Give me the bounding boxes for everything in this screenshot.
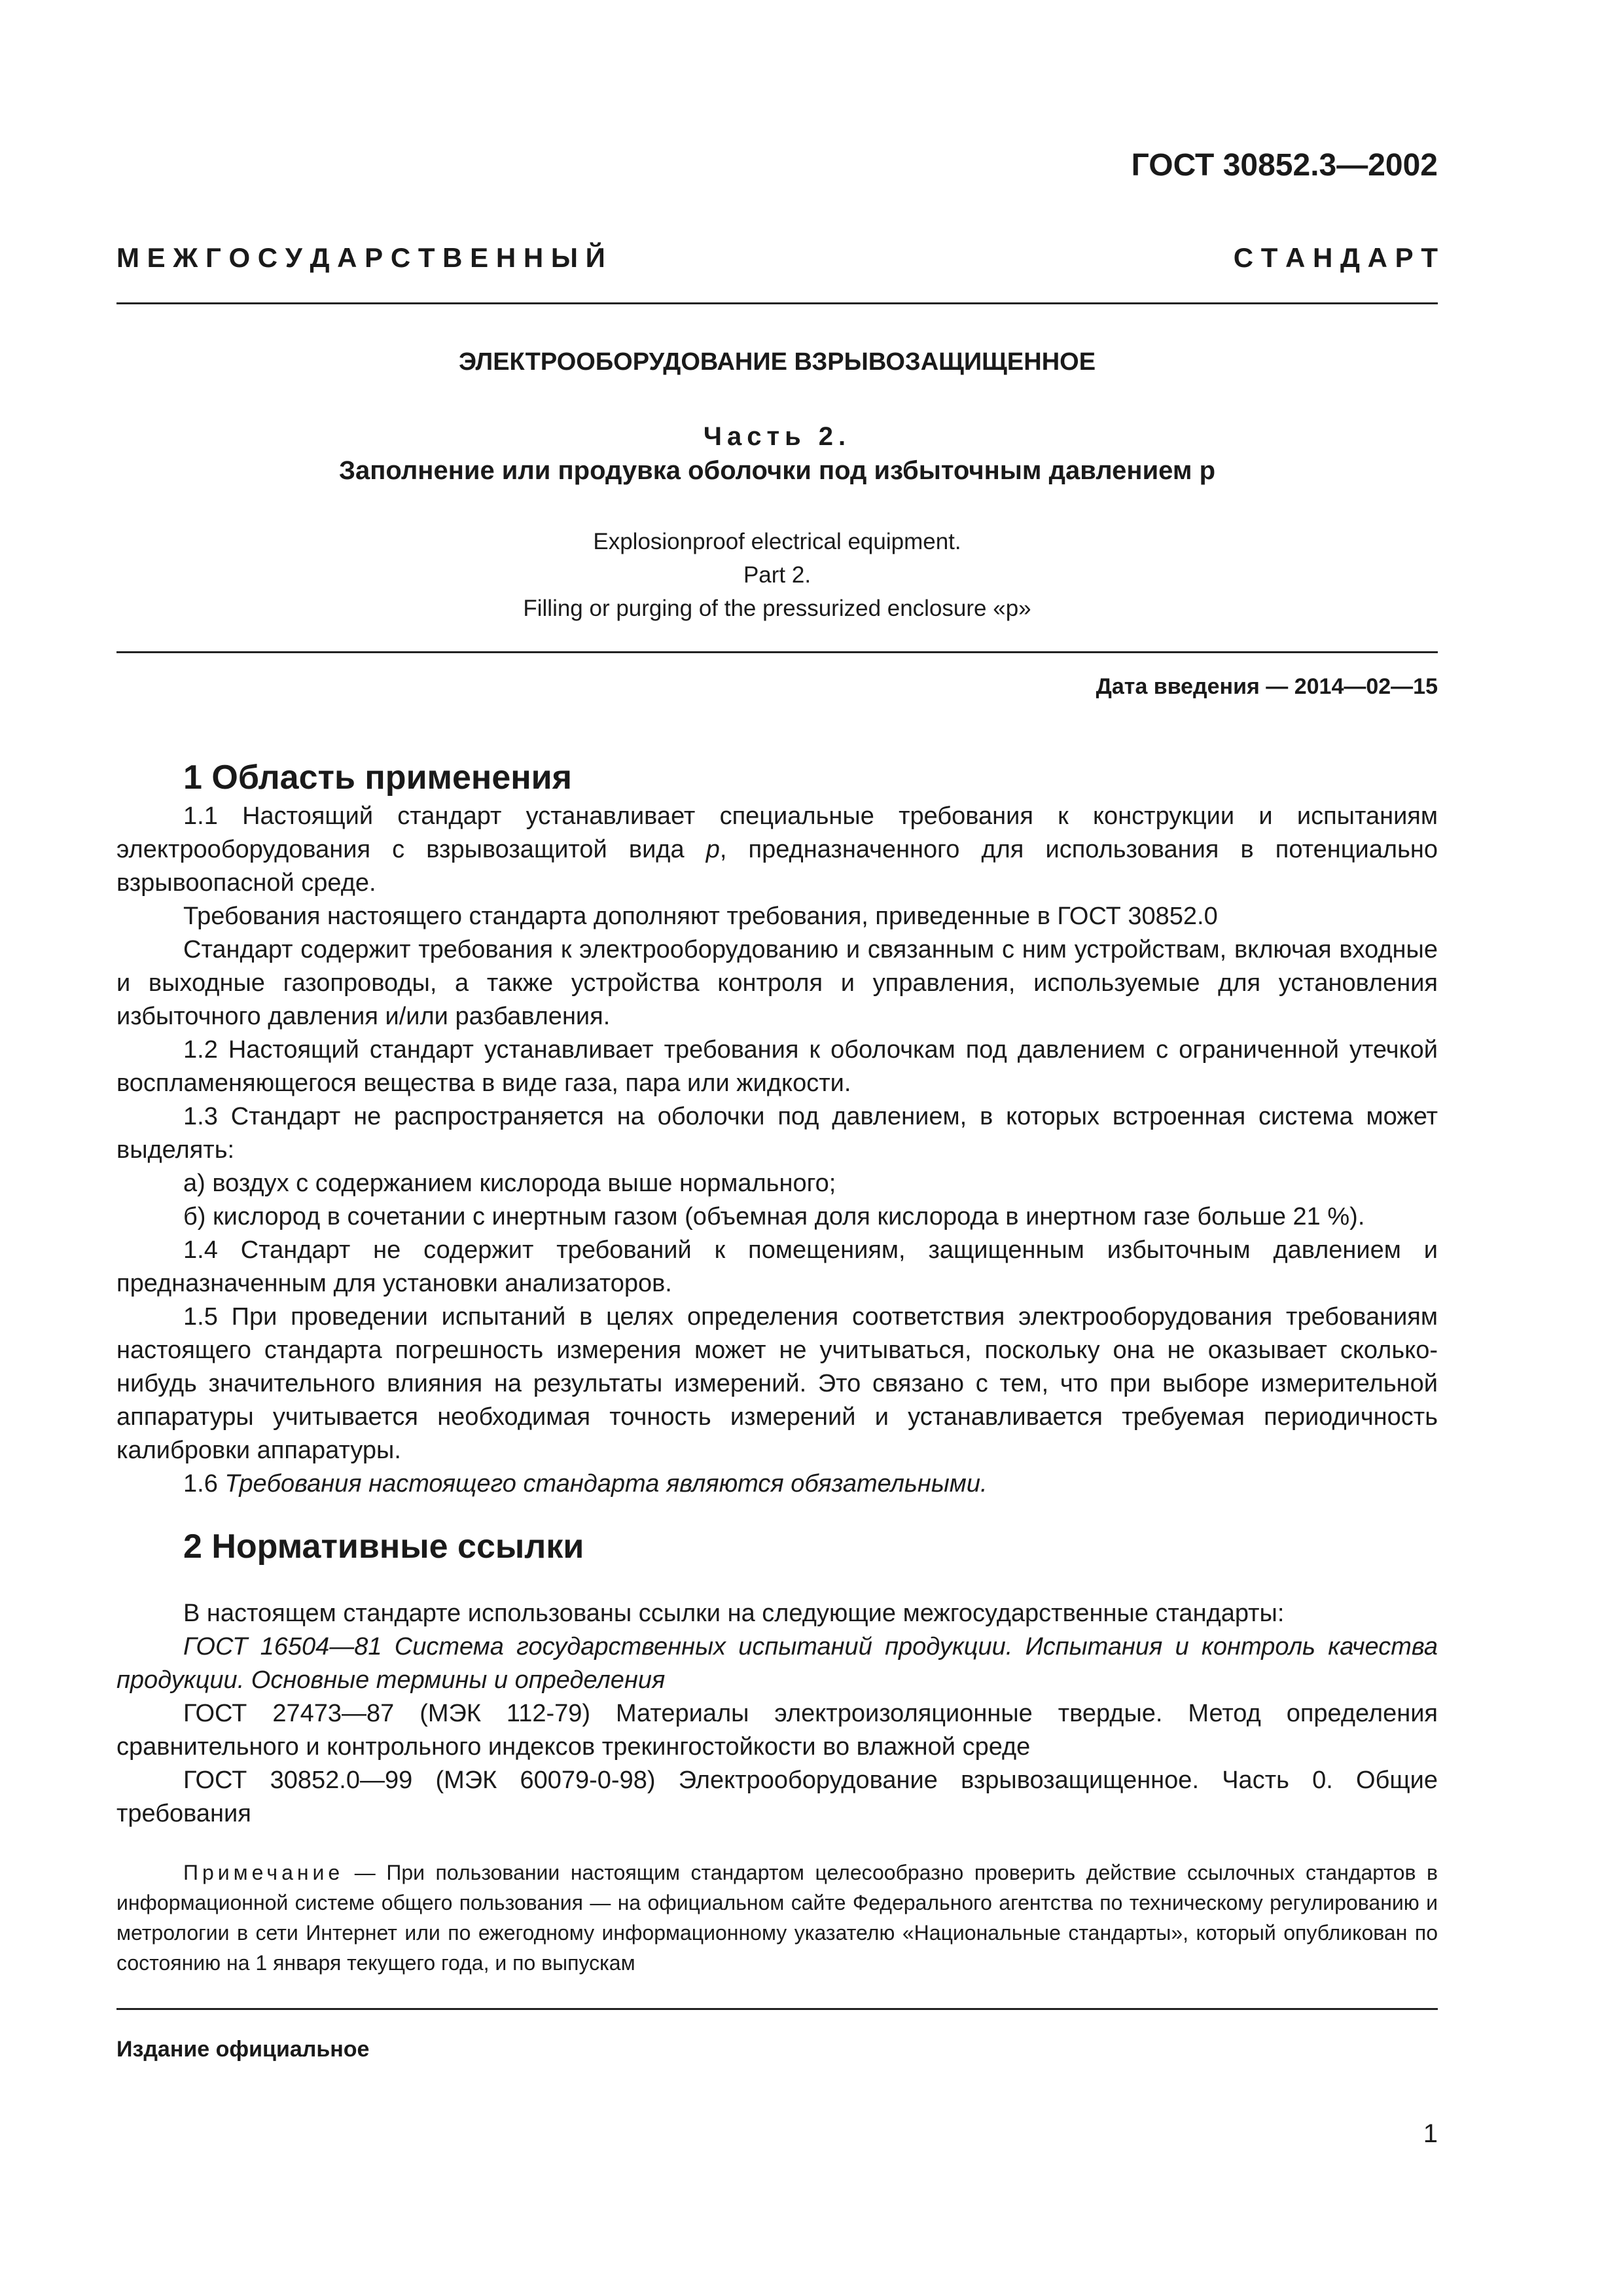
document-title: ЭЛЕКТРООБОРУДОВАНИЕ ВЗРЫВОЗАЩИЩЕННОЕ <box>458 348 1096 376</box>
document-number: ГОСТ 30852.3—2002 <box>1131 148 1438 183</box>
note-label: Примечание <box>183 1861 344 1884</box>
paragraph-1-1: 1.1 Настоящий стандарт устанавливает специальные требования к конструкции и испытаниям электрооборудования с взрывозащитой вида р, предназначенного для использования в потенциально взрывоопасной среде. <box>116 802 1438 897</box>
paragraph-1-5: 1.5 При проведении испытаний в целях определения соответствия электрооборудования требованиям настоящего стандарта погрешность измерения может не учитываться, поскольку она не оказывает сколько-нибудь значительного влияния на результаты измерений. Это связано с тем, что при выборе измерительной аппаратуры учитывается необходимая точность измерений и устанавливается требуемая периодичность калибровки аппаратуры. <box>116 1303 1438 1464</box>
paragraph-1-2: 1.2 Настоящий стандарт устанавливает требования к оболочкам под давлением с ограниченной утечкой воспламеняющегося вещества в виде газа, пара или жидкости. <box>116 1036 1438 1097</box>
english-line-3: Filling or purging of the pressurized enclosure «p» <box>523 596 1031 621</box>
divider-bottom <box>116 2008 1438 2010</box>
section-1-body <box>116 800 1438 1501</box>
introduction-date: Дата введения — 2014—02—15 <box>1096 674 1438 699</box>
section-2-body <box>116 1597 1438 1831</box>
reference-gost-16504: ГОСТ 16504—81 Система государственных испытаний продукции. Испытания и контроль качества продукции. Основные термины и определения <box>116 1633 1438 1694</box>
paragraph-1-4: 1.4 Стандарт не содержит требований к помещениям, защищенным избыточным давлением и предназначенным для установки анализаторов. <box>116 1236 1438 1297</box>
divider-top <box>116 302 1438 304</box>
edition-label: Издание официальное <box>116 2037 370 2062</box>
header-right: С Т А Н Д А Р Т <box>1233 242 1438 273</box>
note-block <box>116 1857 1438 1978</box>
note-text: — При пользовании настоящим стандартом целесообразно проверить действие ссылочных стандартов в информационной системе общего пользования — на официальном сайте Федерального агентства по техническому регулированию и метрологии в сети Интернет или по ежегодному информационному указателю «Национальные стандарты», который опубликован по состоянию на 1 января текущего года, и по выпускам <box>116 1861 1438 1975</box>
section-2-heading: 2 Нормативные ссылки <box>183 1528 584 1566</box>
paragraph-1-1-2: Требования настоящего стандарта дополняют требования, приведенные в ГОСТ 30852.0 <box>183 903 1218 930</box>
standard-type-header <box>116 242 1438 274</box>
reference-gost-27473: ГОСТ 27473—87 (МЭК 112-79) Материалы электроизоляционные твердые. Метод определения сравнительного и контрольного индексов трекингостойкости во влажной среде <box>116 1700 1438 1761</box>
section-1-heading: 1 Область применения <box>183 759 572 797</box>
reference-gost-30852-0: ГОСТ 30852.0—99 (МЭК 60079-0-98) Электрооборудование взрывозащищенное. Часть 0. Общие требования <box>116 1767 1438 1827</box>
paragraph-1-6: 1.6 Требования настоящего стандарта являются обязательными. <box>183 1470 988 1498</box>
list-item-a: а) воздух с содержанием кислорода выше нормального; <box>183 1170 836 1197</box>
english-line-1: Explosionproof electrical equipment. <box>593 529 961 554</box>
paragraph-2-intro: В настоящем стандарте использованы ссылки на следующие межгосударственные стандарты: <box>183 1600 1285 1627</box>
page-number: 1 <box>1423 2119 1438 2148</box>
part-label: Часть 2. <box>703 422 851 451</box>
english-line-2: Part 2. <box>743 562 812 588</box>
list-item-b: б) кислород в сочетании с инертным газом (объемная доля кислорода в инертном газе больше 21 %). <box>183 1203 1365 1230</box>
divider-middle <box>116 651 1438 653</box>
header-left: М Е Ж Г О С У Д А Р С Т В Е Н Н Ы Й <box>116 242 605 273</box>
paragraph-1-1-3: Стандарт содержит требования к электрооборудованию и связанным с ним устройствам, включая входные и выходные газопроводы, а также устройства контроля и управления, используемые для установления избыточного давления и/или разбавления. <box>116 936 1438 1030</box>
document-subtitle: Заполнение или продувка оболочки под избыточным давлением р <box>338 456 1216 485</box>
english-title <box>116 525 1438 625</box>
paragraph-1-3: 1.3 Стандарт не распространяется на оболочки под давлением, в которых встроенная система может выделять: <box>116 1103 1438 1164</box>
